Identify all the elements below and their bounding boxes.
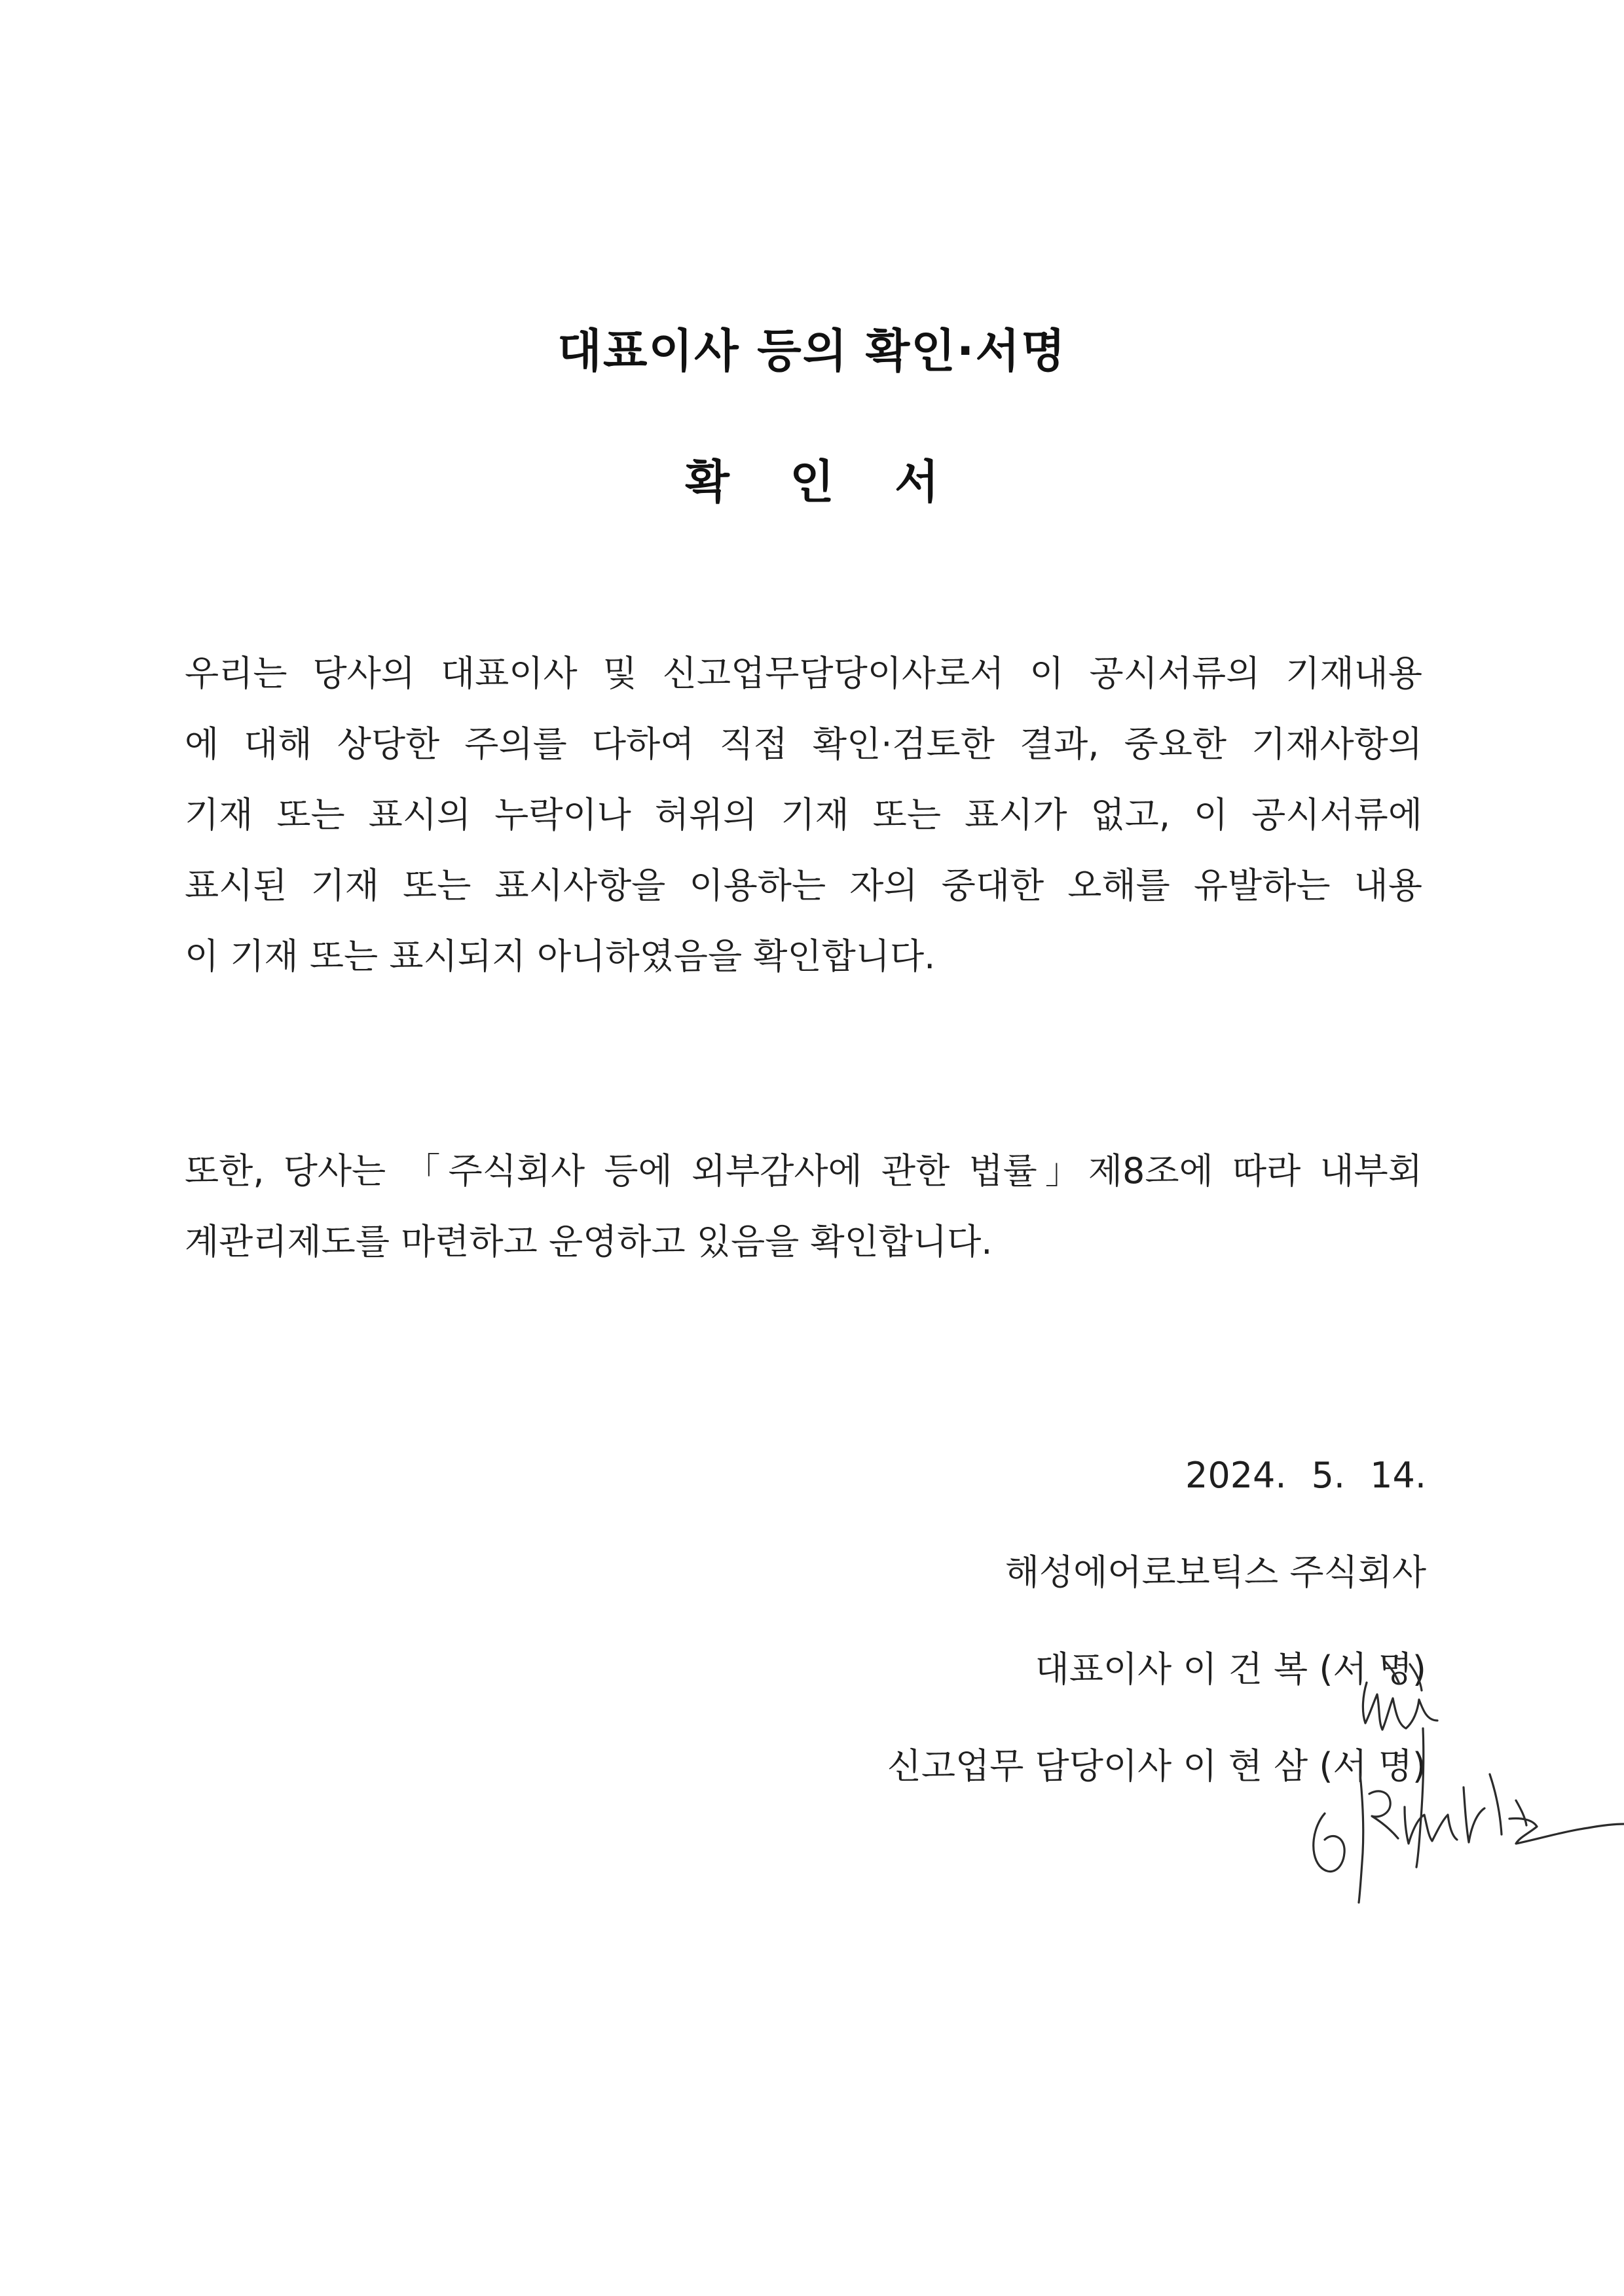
confirmation-paragraph	[185, 638, 1422, 992]
officer-signature-line: 신고업무 담당이사 이 현 삼 (서 명)	[887, 1745, 1426, 1787]
paragraph-line: 기재 또는 표시의 누락이나 허위의 기재 또는 표시가 없고, 이 공시서류에	[185, 794, 1422, 835]
date-year: 2024.	[1185, 1455, 1287, 1496]
paragraph-line: 우리는 당사의 대표이사 및 신고업무담당이사로서 이 공시서류의 기재내용	[185, 653, 1422, 694]
date-day: 14.	[1370, 1455, 1426, 1496]
paragraph-line: 에 대해 상당한 주의를 다하여 직접 확인·검토한 결과, 중요한 기재사항의	[185, 723, 1422, 765]
paragraph-line: 표시된 기재 또는 표시사항을 이용하는 자의 중대한 오해를 유발하는 내용	[185, 865, 1422, 906]
handwritten-signature-icon	[1300, 1755, 1624, 1905]
date-line	[444, 1427, 1426, 1524]
signoff-block	[444, 1427, 1426, 1815]
internal-control-paragraph	[185, 1136, 1422, 1277]
document-title: 대표이사 등의 확인·서명	[557, 324, 1067, 378]
date-month: 5.	[1311, 1455, 1346, 1496]
company-name: 해성에어로보틱스 주식회사	[1005, 1552, 1426, 1593]
paragraph-line: 또한, 당사는 「주식회사 등에 외부감사에 관한 법률」제8조에 따라 내부회	[185, 1150, 1422, 1192]
document-subtitle: 확 인 서	[685, 455, 961, 509]
paragraph-line: 이 기재 또는 표시되지 아니하였음을 확인합니다.	[185, 936, 936, 977]
ceo-signature-line: 대표이사 이 건 복 (서 명)	[1035, 1649, 1426, 1690]
paragraph-line: 계관리제도를 마련하고 운영하고 있음을 확인합니다.	[185, 1221, 993, 1262]
